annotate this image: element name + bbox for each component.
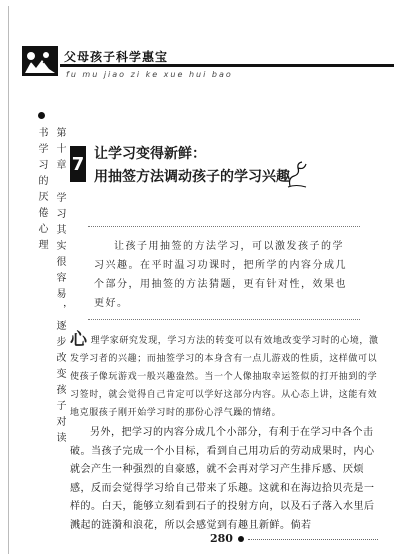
swirl-ornament-icon (286, 160, 310, 194)
section-number: 7 (70, 146, 86, 182)
page-footer (150, 532, 380, 546)
bullet-icon (38, 112, 45, 119)
section-title-line1: 让学习变得新鲜： (94, 146, 206, 162)
series-logo-icon (22, 46, 58, 76)
chapter-sidebar (32, 112, 65, 448)
section-title-line2: 用抽签方法调动孩子的学习兴趣 (94, 169, 290, 185)
summary-box (88, 226, 360, 320)
body-paragraph-1 (70, 332, 382, 422)
summary-text: 让孩子用抽签的方法学习，可以激发孩子的学习兴趣。在平时温习功课时，把所学的内容分成几个部分，用抽签的方法猜题，更有针对性，效果也更好。 (94, 241, 347, 309)
chapter-title-vertical: 第十章 学习其实很容易，逐步改变孩子对读书学习的厌倦心理 (36, 127, 65, 448)
series-pinyin: fu mu jiao zi ke xue hui bao (66, 70, 233, 79)
dot-icon (238, 536, 244, 542)
page-header (22, 46, 394, 86)
header-rule (60, 64, 394, 67)
body-paragraph-1-text: 理学家研究发现，学习方法的转变可以有效地改变学习时的心境，激发学习者的兴趣；而抽签学习的本身含有一点儿游戏的性质，这样做可以使孩子像玩游戏一般兴趣盎然。当一个人像抽取幸运签似的打开抽到的学习签时，就会觉得自己肯定可以学好这部分内容。从心态上讲，这能有效地克服孩子刚开始学习时的那份心浮气躁的情绪。 (70, 336, 379, 418)
dropcap: 心 (70, 330, 88, 350)
page-number: 280 (210, 532, 233, 545)
series-title: 父母孩子科学惠宝 (64, 50, 169, 64)
footer-rule (248, 539, 378, 541)
body-paragraph-2: 另外，把学习的内容分成几个小部分，有利于在学习中各个击破。当孩子完成一个小目标，看到自己用功后的劳动成果时，内心就会产生一种强烈的自豪感，就不会再对学习产生排斥感、厌烦感，反而会觉得学习给自己带来了乐趣。这就和在海边拾贝壳是一样的。白天，能够立刻看到石子的投射方向，以及石子落入水里后溅起的涟漪和浪花，所以会感觉到有趣且新鲜。倘若 (70, 427, 375, 531)
